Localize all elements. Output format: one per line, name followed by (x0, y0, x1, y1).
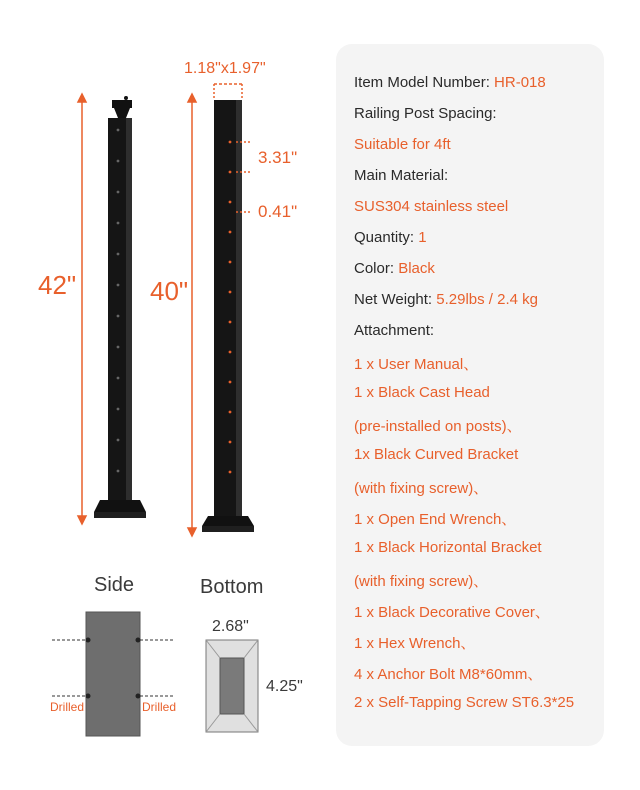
spec-line (354, 167, 448, 184)
post-height-label: 40" (150, 276, 189, 306)
spec-value: 1 x Black Decorative Cover、 (354, 604, 550, 621)
spec-label: Railing Post Spacing: (354, 105, 497, 122)
hole-dot (117, 439, 120, 442)
total-height-label: 42" (38, 270, 77, 300)
spec-line (354, 384, 490, 401)
spec-value: SUS304 stainless steel (354, 198, 509, 215)
spec-line (354, 105, 497, 122)
spec-line (354, 74, 546, 91)
hole-dot (117, 191, 120, 194)
spec-card (336, 44, 604, 746)
post-with-cast-head (94, 96, 146, 518)
cross-section-label: 1.18"x1.97" (184, 60, 266, 77)
spec-line (354, 663, 542, 684)
drilled-label-left: Drilled (50, 700, 85, 714)
hole-dot (229, 351, 232, 354)
hole-dot (229, 171, 232, 174)
spec-value: 1x Black Curved Bracket (354, 446, 519, 463)
spec-line (354, 570, 488, 591)
spec-line (354, 353, 478, 374)
spec-line (354, 539, 542, 556)
hole-dot (229, 381, 232, 384)
hole-dot (117, 408, 120, 411)
hole-dot (229, 201, 232, 204)
spec-value: 1 x Hex Wrench、 (354, 635, 476, 652)
hole-dot (117, 377, 120, 380)
hole-offset-label: 0.41" (258, 202, 298, 221)
spec-line (354, 260, 435, 277)
bottom-view-title: Bottom (200, 576, 264, 598)
spec-value: HR-018 (494, 74, 546, 91)
hole-dot (229, 261, 232, 264)
spec-line (354, 694, 574, 711)
bottom-view-diagram (206, 640, 258, 732)
spec-line (354, 291, 538, 308)
hole-dot (229, 411, 232, 414)
side-view-title: Side (94, 574, 135, 596)
spec-value: 1 x Black Horizontal Bracket (354, 539, 542, 556)
base-length-label: 4.25" (266, 678, 303, 695)
post-drilled (202, 100, 254, 532)
hole-dot (117, 160, 120, 163)
spec-value: 1 (418, 229, 427, 246)
spec-line (354, 415, 522, 436)
spec-value: 1 x Open End Wrench、 (354, 511, 517, 528)
spec-value: 4 x Anchor Bolt M8*60mm、 (354, 666, 543, 683)
hole-dot (229, 321, 232, 324)
spec-label: Item Model Number: (354, 74, 495, 91)
spec-value: 2 x Self-Tapping Screw ST6.3*25 (354, 694, 575, 711)
spec-label: Net Weight: (354, 291, 437, 308)
hole-dot (117, 470, 120, 473)
spec-line (354, 136, 451, 153)
spec-label: Main Material: (354, 167, 449, 184)
hole-dot (229, 141, 232, 144)
spec-value: (pre-installed on posts)、 (354, 418, 522, 435)
spec-line (354, 477, 488, 498)
spec-line (354, 198, 508, 215)
hole-dot (117, 253, 120, 256)
hole-dot (117, 346, 120, 349)
spec-line (354, 322, 434, 339)
hole-dot (229, 291, 232, 294)
spec-label: Quantity: (354, 229, 419, 246)
hole-dot (229, 441, 232, 444)
hole-spacing-label: 3.31" (258, 148, 298, 167)
spec-line (354, 632, 475, 653)
hole-dot (117, 222, 120, 225)
spec-value: 5.29lbs / 2.4 kg (436, 291, 538, 308)
spec-value: Black (398, 260, 435, 277)
hole-dot (117, 284, 120, 287)
spec-label: Color: (354, 260, 399, 277)
spec-value: (with fixing screw)、 (354, 480, 489, 497)
spec-line (354, 508, 516, 529)
spec-value: 1 x User Manual、 (354, 356, 479, 373)
spec-label: Attachment: (354, 322, 435, 339)
spec-line (354, 446, 518, 463)
side-view-diagram (52, 612, 177, 736)
hole-dot (229, 231, 232, 234)
spec-value: (with fixing screw)、 (354, 573, 489, 590)
drilled-label-right: Drilled (142, 700, 177, 714)
spec-line (354, 229, 427, 246)
base-width-label: 2.68" (212, 618, 249, 635)
spec-value: 1 x Black Cast Head (354, 384, 490, 401)
hole-dot (117, 315, 120, 318)
spec-value: Suitable for 4ft (354, 136, 451, 153)
spec-line (354, 601, 550, 622)
hole-dot (229, 471, 232, 474)
hole-dot (117, 129, 120, 132)
